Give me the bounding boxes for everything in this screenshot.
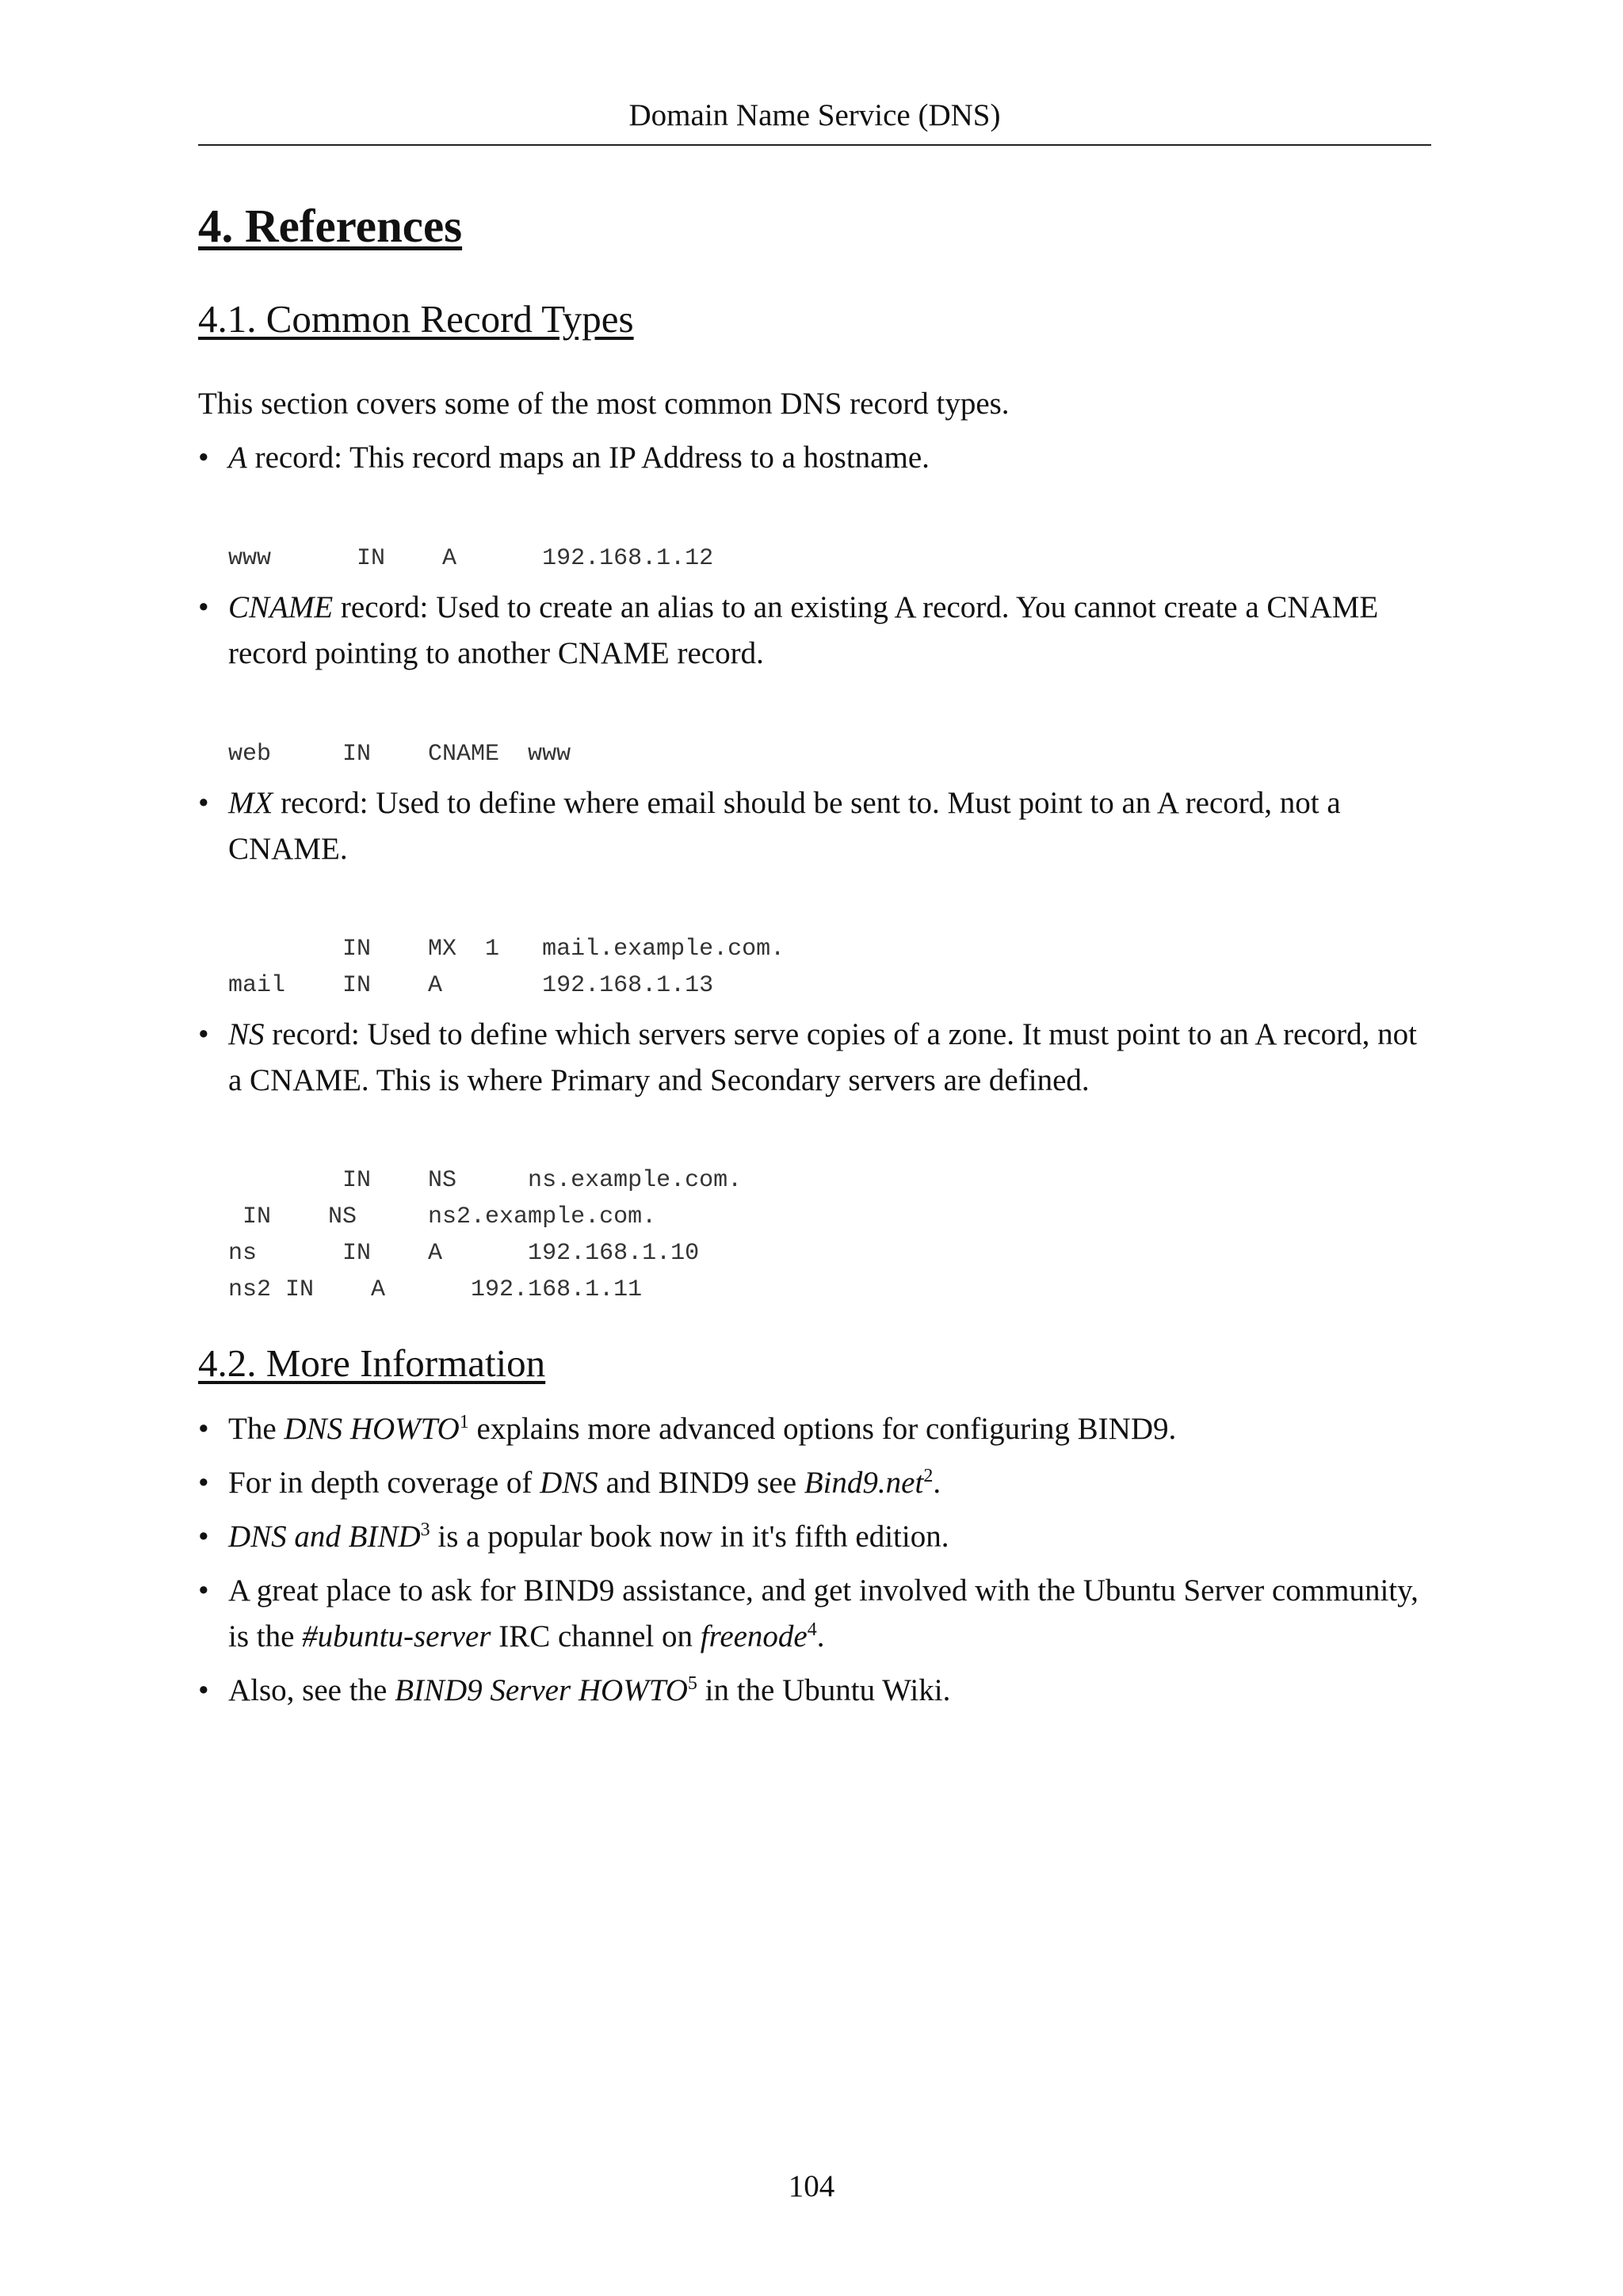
- item-text: The: [228, 1412, 285, 1446]
- item-text: A great place to ask for BIND9 assistance, and get involved with the Ubuntu Server community, is the: [228, 1573, 1419, 1653]
- bullet-icon: •: [198, 590, 209, 624]
- bullet-icon: •: [198, 1412, 209, 1446]
- record-name: A: [228, 441, 247, 475]
- list-item-bind9-server-howto: [198, 1668, 1434, 1714]
- list-item-ns-record: [198, 1012, 1434, 1104]
- section-title-more-information: 4.2. More Information: [198, 1341, 546, 1385]
- code-ns-line-2: IN NS ns2.example.com.: [228, 1203, 657, 1230]
- item-text: .: [933, 1466, 941, 1500]
- code-mx-line-1: IN MX 1 mail.example.com.: [228, 936, 785, 963]
- dns-and-bind-link[interactable]: DNS and BIND: [228, 1520, 421, 1554]
- irc-channel-name: #ubuntu-server: [302, 1619, 491, 1653]
- record-description: record: This record maps an IP Address to a hostname.: [246, 441, 930, 475]
- record-description: record: Used to define where email should be sent to. Must point to an A record, not a CNAME.: [228, 786, 1341, 866]
- section-title-common-record-types: 4.1. Common Record Types: [198, 297, 634, 341]
- header-rule: [198, 144, 1431, 146]
- item-text: For in depth coverage of: [228, 1466, 540, 1500]
- footnote-marker[interactable]: 1: [459, 1412, 469, 1432]
- item-text: .: [816, 1619, 825, 1653]
- item-text: Also, see the: [228, 1673, 395, 1707]
- bullet-icon: •: [198, 1466, 209, 1500]
- record-description: record: Used to define which servers serve copies of a zone. It must point to an A record, not a CNAME. This is where Primary and Secondary servers are defined.: [228, 1017, 1417, 1097]
- list-item-bind9-net: [198, 1460, 1434, 1506]
- record-name: NS: [228, 1017, 265, 1051]
- bind9-net-link[interactable]: Bind9.net: [804, 1466, 924, 1500]
- item-text: IRC channel on: [491, 1619, 701, 1653]
- chapter-title: 4. References: [198, 200, 463, 252]
- record-name: CNAME: [228, 590, 334, 624]
- footnote-marker[interactable]: 3: [420, 1520, 430, 1540]
- item-text: and BIND9 see: [598, 1466, 804, 1500]
- bullet-icon: •: [198, 441, 209, 475]
- list-item-dns-and-bind-book: [198, 1514, 1434, 1560]
- bullet-icon: •: [198, 1520, 209, 1554]
- footnote-marker[interactable]: 5: [687, 1673, 697, 1694]
- code-a-record: www IN A 192.168.1.12: [228, 545, 714, 572]
- bullet-icon: •: [198, 786, 209, 820]
- list-item-cname-record: [198, 585, 1434, 677]
- page-number: 104: [788, 2169, 835, 2203]
- footnote-marker[interactable]: 2: [923, 1466, 934, 1486]
- code-ns-line-1: IN NS ns.example.com.: [228, 1167, 743, 1194]
- bullet-icon: •: [198, 1573, 209, 1608]
- code-ns-line-4: ns2 IN A 192.168.1.11: [228, 1276, 643, 1303]
- bind9-server-howto-link[interactable]: BIND9 Server HOWTO: [395, 1673, 688, 1707]
- record-name: MX: [228, 786, 273, 820]
- code-ns-line-3: ns IN A 192.168.1.10: [228, 1240, 700, 1267]
- item-text: explains more advanced options for configuring BIND9.: [468, 1412, 1177, 1446]
- code-cname-record: web IN CNAME www: [228, 741, 571, 768]
- list-item-dns-howto: [198, 1406, 1434, 1452]
- dns-howto-link[interactable]: DNS HOWTO: [284, 1412, 460, 1446]
- list-item-mx-record: [198, 780, 1434, 872]
- dns-term: DNS: [540, 1466, 598, 1500]
- list-item-irc-channel: [198, 1568, 1434, 1660]
- section-intro: This section covers some of the most common DNS record types.: [198, 387, 1010, 421]
- record-description: record: Used to create an alias to an existing A record. You cannot create a CNAME record pointing to another CNAME record.: [228, 590, 1379, 670]
- item-text: is a popular book now in it's fifth edition.: [430, 1520, 949, 1554]
- bullet-icon: •: [198, 1017, 209, 1051]
- bullet-icon: •: [198, 1673, 209, 1707]
- running-header: Domain Name Service (DNS): [628, 98, 1001, 132]
- code-mx-line-2: mail IN A 192.168.1.13: [228, 972, 714, 999]
- list-item-a-record: [198, 435, 1434, 481]
- footnote-marker[interactable]: 4: [807, 1619, 817, 1640]
- freenode-link[interactable]: freenode: [700, 1619, 808, 1653]
- item-text: in the Ubuntu Wiki.: [697, 1673, 951, 1707]
